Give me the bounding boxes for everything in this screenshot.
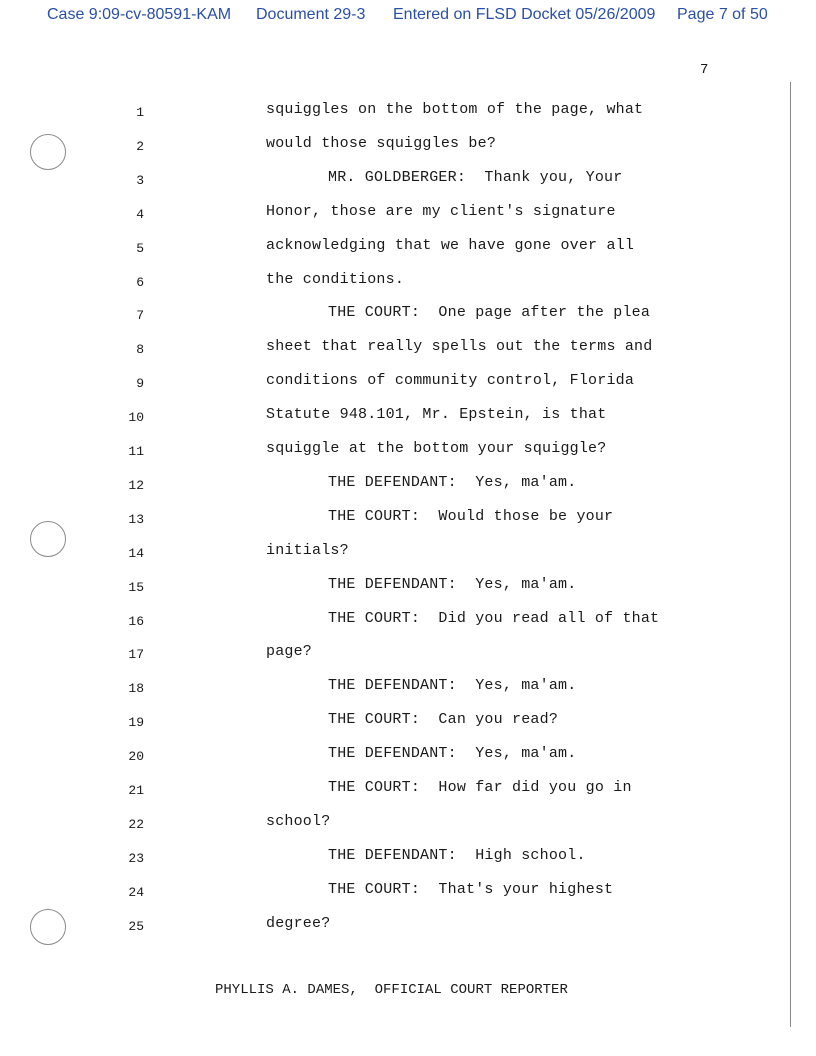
line-text: sheet that really spells out the terms and [266,338,653,356]
line-text: would those squiggles be? [266,134,497,152]
transcript-line [0,304,790,328]
line-number: 6 [136,274,144,290]
line-text: THE DEFENDANT: Yes, ma'am. [328,677,577,695]
transcript-line [0,169,790,193]
line-number: 4 [136,206,144,222]
transcript-line [0,440,790,464]
line-number: 19 [128,715,144,731]
line-text: squiggle at the bottom your squiggle? [266,440,607,457]
line-number: 3 [136,172,144,188]
line-number: 1 [136,105,144,120]
transcript-line [0,542,790,566]
transcript-line [0,779,790,803]
line-text: conditions of community control, Florida [266,372,635,390]
line-number: 25 [128,918,144,934]
line-number: 22 [128,816,144,832]
transcript-line [0,338,790,362]
line-text: THE COURT: Would those be your [328,507,614,525]
line-text: the conditions. [266,270,405,288]
line-number: 20 [128,749,144,765]
transcript-line [0,643,790,667]
transcript-line [0,610,790,634]
line-number: 13 [128,511,144,527]
transcript-line [0,237,790,261]
court-reporter-footer: PHYLLIS A. DAMES, OFFICIAL COURT REPORTER [215,982,568,998]
transcript-line [0,135,790,159]
transcript-line [0,271,790,295]
transcript-line [0,847,790,871]
line-number: 16 [128,613,144,629]
line-text: initials? [266,541,349,559]
line-number: 5 [136,240,144,256]
line-text: school? [266,812,331,830]
line-text: THE COURT: That's your highest [328,880,614,898]
transcript-line [0,711,790,735]
line-text: THE COURT: Did you read all of that [328,609,660,627]
line-number: 21 [128,783,144,798]
transcript-line [0,406,790,430]
transcript-line [0,881,790,905]
line-number: 10 [128,410,144,426]
line-number: 11 [128,444,144,459]
line-number: 15 [128,579,144,595]
line-text: THE DEFENDANT: Yes, ma'am. [328,575,577,593]
page-count: Page 7 of 50 [677,6,768,23]
line-text: page? [266,643,313,661]
transcript-line [0,101,790,125]
transcript-line [0,677,790,701]
right-margin-rule [790,82,791,1027]
line-number: 8 [136,342,144,358]
line-text: Honor, those are my client's signature [266,202,616,220]
line-number: 9 [136,376,144,392]
transcript-line [0,745,790,769]
line-number: 14 [128,545,144,561]
line-text: THE COURT: How far did you go in [328,779,632,796]
line-text: THE DEFENDANT: Yes, ma'am. [328,745,577,763]
transcript-line [0,576,790,600]
transcript-line [0,813,790,837]
line-number: 2 [136,138,144,154]
transcript-line [0,915,790,939]
line-number: 18 [128,681,144,697]
transcript-line [0,508,790,532]
transcript-line [0,474,790,498]
transcript-page-number: 7 [700,62,709,78]
line-text: MR. GOLDBERGER: Thank you, Your [328,168,623,186]
line-text: acknowledging that we have gone over all [266,236,635,254]
line-number: 24 [128,884,144,900]
line-number: 23 [128,850,144,866]
line-text: THE COURT: Can you read? [328,711,559,729]
document-number: Document 29-3 [256,6,366,23]
transcript-line [0,372,790,396]
line-text: THE COURT: One page after the plea [328,304,651,322]
line-text: degree? [266,914,331,932]
line-number: 12 [128,477,144,493]
line-number: 7 [136,308,144,324]
line-text: THE DEFENDANT: High school. [328,846,586,864]
line-text: Statute 948.101, Mr. Epstein, is that [266,406,607,424]
line-text: squiggles on the bottom of the page, what [266,101,644,118]
line-text: THE DEFENDANT: Yes, ma'am. [328,473,577,491]
transcript-line [0,203,790,227]
docket-entry-date: Entered on FLSD Docket 05/26/2009 [393,6,656,23]
case-number: Case 9:09-cv-80591-KAM [47,6,232,23]
line-number: 17 [128,647,144,663]
